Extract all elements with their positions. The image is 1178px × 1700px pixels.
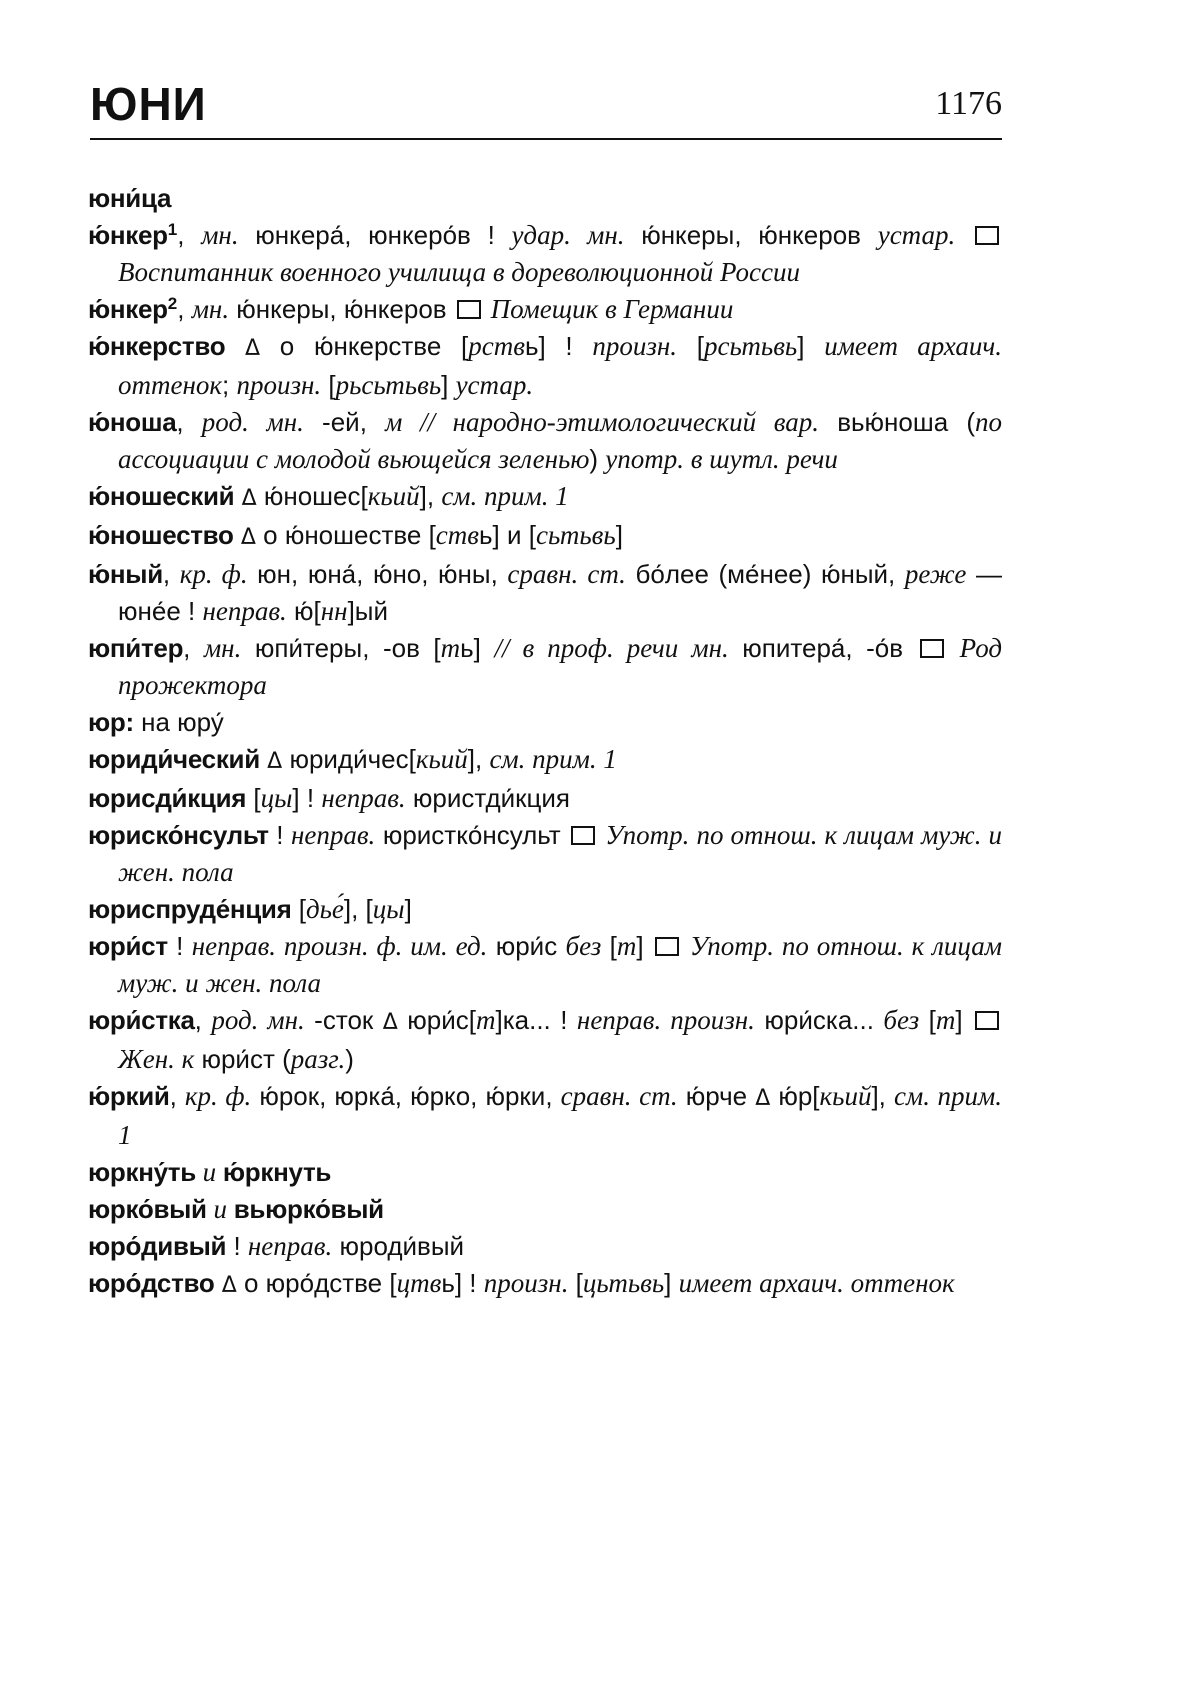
italic-note: см. прим. 1: [118, 1081, 1003, 1150]
text: о юро́дстве [: [236, 1268, 397, 1298]
text: ю́рок, юрка́, ю́рко, ю́рки,: [251, 1081, 561, 1111]
headword: юрисди́кция: [88, 783, 247, 813]
text: [955, 220, 972, 250]
text: ],: [467, 744, 490, 774]
text: ,: [194, 1005, 212, 1035]
italic-note: нн: [320, 596, 348, 626]
italic-note: произн.: [592, 331, 678, 361]
text: на юру́: [133, 707, 224, 737]
text: ): [345, 1044, 354, 1074]
italic-note: сьтьвь: [535, 520, 616, 550]
italic-note: реже: [904, 559, 967, 589]
text: ]: [797, 331, 825, 361]
dictionary-entry: [88, 780, 1002, 817]
definition-box-icon: [920, 639, 944, 658]
italic-note: род. мн.: [201, 407, 304, 437]
text: юри́ска...: [754, 1005, 884, 1035]
headword: юриспруде́нция: [88, 894, 292, 924]
triangle-icon: Δ: [241, 486, 257, 511]
text: [225, 331, 245, 361]
italic-note: имеет архаич. оттенок: [118, 331, 1002, 400]
definition-box-icon: [457, 300, 481, 319]
dictionary-entry: [88, 478, 1002, 517]
headword: ю́ркий: [88, 1081, 170, 1111]
italic-note: неправ.: [202, 596, 287, 626]
italic-note: Род прожектора: [118, 633, 1002, 700]
text: ], [: [343, 894, 373, 924]
text: ю́р[: [770, 1081, 820, 1111]
text: [214, 1268, 221, 1298]
headword: юриди́ческий: [88, 744, 260, 774]
italic-note: без: [565, 931, 602, 961]
italic-note: без: [883, 1005, 920, 1035]
text: ]: [664, 1268, 679, 1298]
text: [: [246, 783, 261, 813]
dictionary-entry: [88, 404, 1002, 478]
dictionary-entry: [88, 1228, 1002, 1265]
dictionary-entry: [88, 556, 1002, 630]
text: ь] !: [441, 1268, 484, 1298]
headword: ю́нкер: [88, 220, 168, 250]
italic-note: мн.: [191, 294, 230, 324]
triangle-icon: Δ: [221, 1273, 237, 1298]
italic-note: цы: [372, 894, 405, 924]
italic-note: кьий: [367, 481, 420, 511]
definition-box-icon: [655, 937, 679, 956]
text: [234, 481, 241, 511]
text: ю́[: [286, 596, 321, 626]
dictionary-entry: [88, 217, 1002, 291]
text: о ю́ношестве [: [255, 520, 436, 550]
text: ]: [955, 1005, 973, 1035]
dictionary-entry: [88, 328, 1002, 404]
text: ],: [871, 1081, 894, 1111]
text: — юне́е !: [118, 559, 1002, 626]
dictionary-entry: [88, 630, 1002, 704]
text: ю́ношес[: [256, 481, 368, 511]
headword: юни́ца: [88, 183, 172, 213]
italic-note: т: [475, 1005, 496, 1035]
text: !: [167, 931, 192, 961]
text: ]ый: [347, 596, 388, 626]
italic-note: Помещик в Германии: [483, 294, 734, 324]
text: юри́с[: [397, 1005, 476, 1035]
dictionary-entry: [88, 817, 1002, 891]
italic-note: неправ.: [290, 820, 376, 850]
text: -сток: [304, 1005, 383, 1035]
italic-note: неправ.: [321, 783, 406, 813]
dictionary-entry: [88, 741, 1002, 780]
italic-note: и: [195, 1157, 223, 1187]
dictionary-entry: [88, 1002, 1002, 1078]
italic-note: см. прим. 1: [441, 481, 569, 511]
text: ]ка... !: [495, 1005, 577, 1035]
dictionary-entry: [88, 704, 1002, 741]
headword: вьюрко́вый: [233, 1194, 384, 1224]
italic-note: мн.: [203, 633, 242, 663]
italic-note: кьий: [819, 1081, 872, 1111]
italic-note: цы: [260, 783, 293, 813]
text: юристко́нсульт: [375, 820, 569, 850]
text: юроди́вый: [332, 1231, 465, 1261]
headword: ю́ркнуть: [222, 1157, 332, 1187]
italic-note: употр. в шутл. речи: [605, 444, 838, 474]
text: [: [291, 894, 306, 924]
headword: юрко́вый: [88, 1194, 207, 1224]
headword: ю́ношеский: [88, 481, 235, 511]
italic-note: мн.: [201, 220, 239, 250]
text: ,: [177, 220, 202, 250]
definition-box-icon: [975, 1011, 999, 1030]
text: юри́ст (: [194, 1044, 291, 1074]
running-head: ЮНИ: [90, 78, 207, 130]
italic-note: цтв: [396, 1268, 442, 1298]
italic-note: рьсьтьвь: [335, 370, 442, 400]
text: ): [589, 444, 606, 474]
text: ю́нкеры, ю́нкеров: [229, 294, 454, 324]
italic-note: цьтьвь: [582, 1268, 665, 1298]
headword: юриско́нсульт: [88, 820, 269, 850]
italic-note: Употр. по отнош. к лицам муж. и жен. пола: [118, 820, 1003, 887]
text: юристди́кция: [405, 783, 571, 813]
italic-note: род. мн.: [211, 1005, 305, 1035]
italic-note: м // народно-этимологический вар.: [385, 407, 820, 437]
dictionary-entry: [88, 1078, 1002, 1154]
page-number: 1176: [935, 85, 1002, 122]
italic-note: неправ. произн. ф. им. ед.: [191, 931, 488, 961]
text: ,: [176, 407, 202, 437]
headword: юпи́тер: [88, 633, 184, 663]
text: юпи́теры, -ов [: [241, 633, 441, 663]
text: юпитера́, -о́в: [728, 633, 917, 663]
text: ,: [169, 1081, 185, 1111]
italic-note: неправ.: [247, 1231, 333, 1261]
text: юриди́чес[: [282, 744, 416, 774]
italic-note: ств: [435, 520, 479, 550]
dictionary-entry: [88, 517, 1002, 556]
dictionary-entry: [88, 180, 1002, 217]
homonym-number: 2: [167, 294, 178, 313]
italic-note: по ассоциации с молодой вьющейся зеленью: [118, 407, 1002, 474]
headword: юро́дство: [88, 1268, 215, 1298]
definition-box-icon: [975, 226, 999, 245]
triangle-icon: Δ: [755, 1086, 771, 1111]
text: [: [321, 370, 336, 400]
homonym-number: 1: [167, 220, 178, 239]
text: ю́рче: [677, 1081, 756, 1111]
headword: ю́ноша: [88, 407, 177, 437]
headword: юри́ст: [88, 931, 168, 961]
text: ,: [177, 294, 192, 324]
dictionary-entries: [88, 180, 1002, 1304]
text: [: [677, 331, 705, 361]
page-header: [90, 78, 1002, 140]
text: !: [226, 1231, 248, 1261]
text: ],: [419, 481, 442, 511]
triangle-icon: Δ: [382, 1010, 398, 1035]
text: юри́с: [487, 931, 566, 961]
italic-note: Употр. по отнош. к лицам муж. и жен. пола: [118, 931, 1002, 998]
italic-note: рсьтьвь: [704, 331, 798, 361]
triangle-icon: Δ: [240, 525, 256, 550]
italic-note: Жен. к: [118, 1044, 195, 1074]
text: [: [568, 1268, 583, 1298]
text: ]: [404, 894, 412, 924]
italic-note: // в проф. речи мн.: [494, 633, 729, 663]
italic-note: т: [440, 633, 461, 663]
text: вью́ноша (: [819, 407, 975, 437]
italic-note: Воспитанник военного училища в дореволюционной России: [118, 257, 800, 287]
italic-note: произн.: [236, 370, 322, 400]
text: ь] !: [524, 331, 593, 361]
headword: юр:: [88, 707, 134, 737]
definition-box-icon: [571, 826, 595, 845]
italic-note: и: [206, 1194, 234, 1224]
headword: ю́ный: [88, 559, 163, 589]
italic-note: имеет архаич. оттенок: [678, 1268, 955, 1298]
text: ] !: [292, 783, 322, 813]
text: ;: [222, 370, 237, 400]
text: ь] и [: [479, 520, 536, 550]
dictionary-entry: [88, 1154, 1002, 1191]
text: ]: [441, 370, 456, 400]
text: ,: [183, 633, 204, 663]
italic-note: сравн. ст.: [507, 559, 626, 589]
italic-note: неправ. произн.: [576, 1005, 755, 1035]
headword: ю́ношество: [88, 520, 234, 550]
dictionary-entry: [88, 1265, 1002, 1304]
dictionary-entry: [88, 1191, 1002, 1228]
text: [: [601, 931, 617, 961]
text: ]: [636, 931, 652, 961]
italic-note: устар.: [455, 370, 534, 400]
italic-note: т: [616, 931, 637, 961]
text: -ей,: [303, 407, 386, 437]
text: бо́лее (ме́нее) ю́ный,: [625, 559, 905, 589]
italic-note: дье́: [305, 894, 344, 924]
dictionary-entry: [88, 291, 1002, 328]
text: ь]: [460, 633, 495, 663]
text: юн, юна́, ю́но, ю́ны,: [247, 559, 508, 589]
italic-note: произн.: [483, 1268, 569, 1298]
italic-note: кр. ф.: [179, 559, 248, 589]
italic-note: удар. мн.: [511, 220, 625, 250]
text: [: [919, 1005, 936, 1035]
headword: ю́нкер: [88, 294, 168, 324]
text: юнкера́, юнкеро́в !: [238, 220, 512, 250]
text: ]: [615, 520, 623, 550]
dictionary-entry: [88, 891, 1002, 928]
headword: юри́стка: [88, 1005, 195, 1035]
text: !: [268, 820, 291, 850]
headword: юро́дивый: [88, 1231, 227, 1261]
italic-note: разг.: [290, 1044, 346, 1074]
text: ,: [162, 559, 180, 589]
italic-note: кьий: [415, 744, 468, 774]
italic-note: рств: [468, 331, 525, 361]
text: ю́нкеры, ю́нкеров: [624, 220, 878, 250]
dictionary-entry: [88, 928, 1002, 1002]
italic-note: кр. ф.: [184, 1081, 252, 1111]
headword: юркну́ть: [88, 1157, 196, 1187]
triangle-icon: Δ: [267, 749, 283, 774]
italic-note: т: [935, 1005, 956, 1035]
italic-note: устар.: [877, 220, 956, 250]
italic-note: сравн. ст.: [560, 1081, 678, 1111]
italic-note: см. прим. 1: [489, 744, 617, 774]
triangle-icon: Δ: [245, 336, 261, 361]
text: о ю́нкерстве [: [260, 331, 469, 361]
headword: ю́нкерство: [88, 331, 226, 361]
text: [234, 520, 241, 550]
